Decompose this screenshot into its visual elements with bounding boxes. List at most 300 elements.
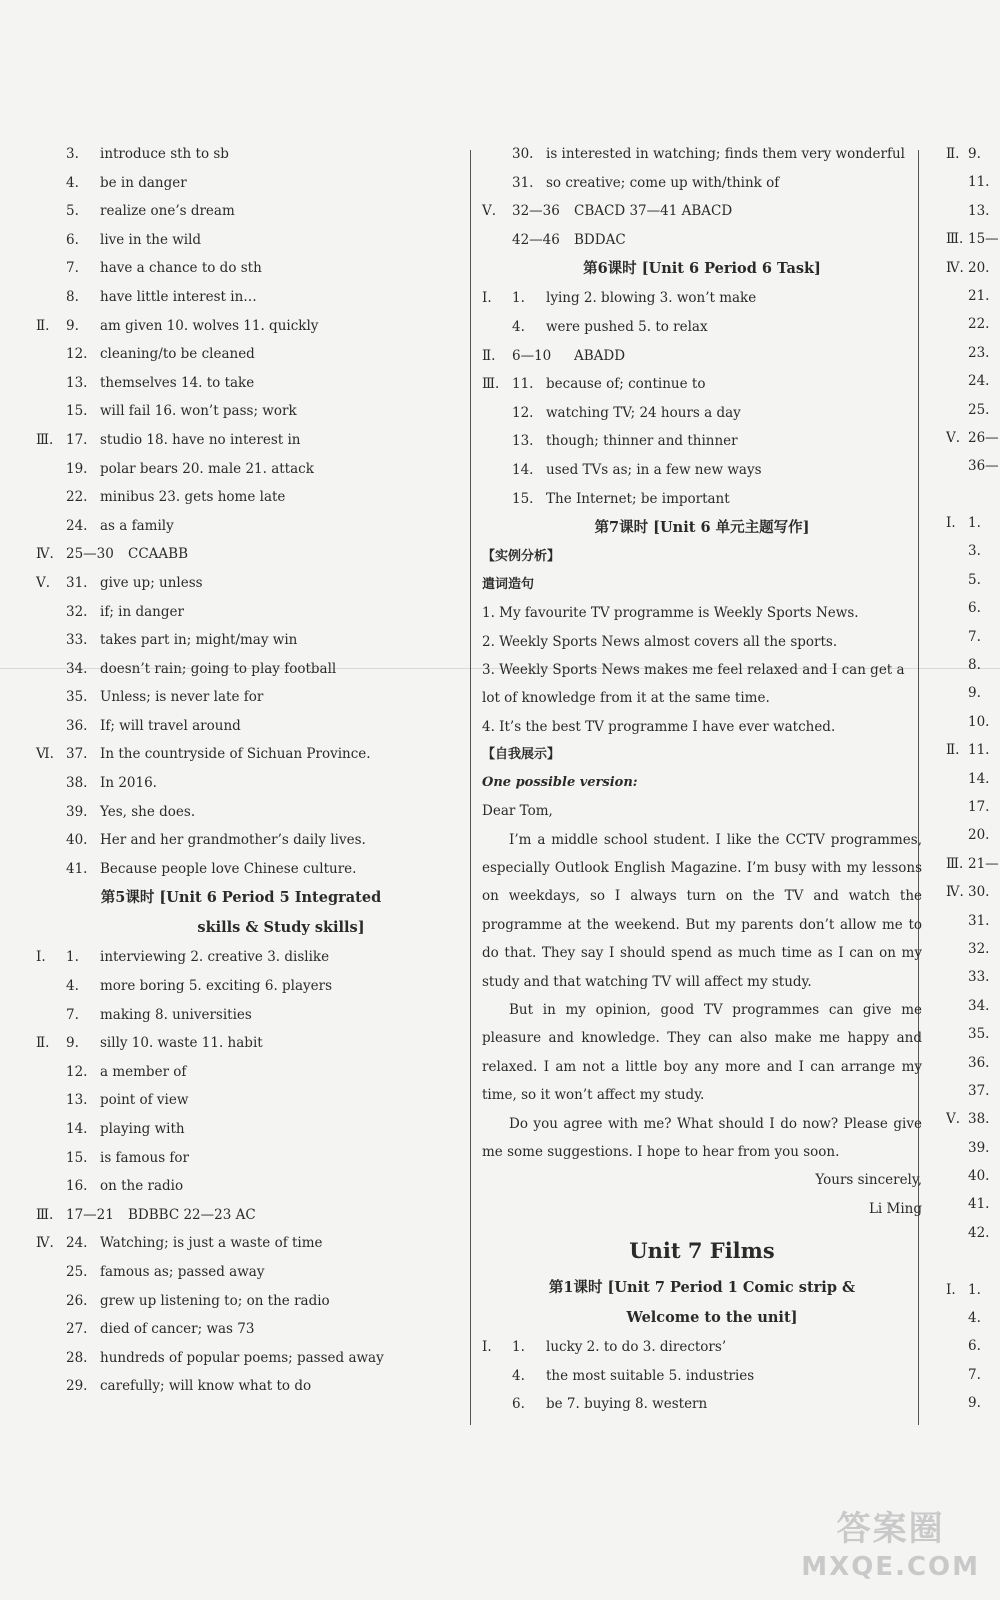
answer-text: studio 18. have no interest in (100, 431, 301, 448)
section-numeral: Ⅰ. (482, 290, 492, 307)
answer-text: am given 10. wolves 11. quickly (100, 317, 319, 334)
answer-text: playing with (100, 1121, 185, 1137)
question-number: 34. (66, 660, 88, 677)
answer-text: In the countryside of Sichuan Province. (100, 746, 371, 763)
question-number: 25—30 (66, 546, 114, 563)
question-number: 31. (968, 912, 990, 929)
section-numeral: Ⅳ. (946, 884, 964, 901)
question-number: 9. (968, 146, 981, 162)
answer-line (482, 427, 922, 456)
question-number: 35. (66, 689, 88, 706)
answer-line (946, 225, 1000, 253)
letter-paragraph: I’m a middle school student. I like the CCTV programmes, especially Outlook English Magazine. I’m busy with my lessons on weekdays, so I always turn on the TV and watch the programme at the weekend. But my parents don’t allow me to do that. They say I should spend as much time as I can on my study and that watching TV will affect my study. (482, 831, 922, 990)
answer-line (482, 342, 922, 371)
question-number: 36— (968, 458, 999, 475)
example-sentence: 3. Weekly Sports News makes me feel relaxed and I can get a (482, 661, 905, 678)
version-label: One possible version: (482, 775, 638, 791)
question-number: 21. (968, 287, 990, 304)
question-number: 4. (66, 174, 79, 191)
answer-line (482, 485, 922, 514)
letter-signature: Li Ming (868, 1200, 922, 1217)
question-number: 10. (968, 713, 990, 730)
watermark-text: 答案圈 (836, 1509, 945, 1549)
question-number: 1. (968, 515, 981, 532)
answer-line (36, 855, 446, 884)
section-numeral: Ⅱ. (946, 742, 960, 759)
question-number: 12. (66, 346, 88, 363)
answer-line (946, 1162, 1000, 1190)
question-number: 32. (968, 940, 990, 957)
section-numeral: Ⅵ. (36, 746, 54, 763)
self-display-heading: 【自我展示】 (482, 747, 561, 763)
answer-text: a member of (100, 1063, 187, 1080)
column-left (36, 140, 446, 1401)
answer-text: on the radio (100, 1178, 184, 1195)
answer-line (36, 1029, 446, 1058)
answer-text: CBACD 37—41 ABACD (574, 203, 733, 220)
question-number: 12. (512, 404, 534, 421)
question-number: 25. (968, 401, 990, 418)
answer-line (946, 1105, 1000, 1133)
answer-line (946, 1389, 1000, 1417)
question-number: 37. (66, 746, 88, 763)
answer-line (946, 679, 1000, 707)
answer-line (482, 370, 922, 399)
answer-text: the most suitable 5. industries (546, 1367, 755, 1384)
question-number: 8. (968, 657, 981, 674)
answer-line (482, 1333, 922, 1362)
answer-line (36, 769, 446, 798)
question-number: 40. (968, 1168, 990, 1185)
answer-line (482, 313, 922, 342)
answer-line (36, 540, 446, 569)
answer-line (946, 481, 1000, 509)
answer-line (946, 566, 1000, 594)
answer-text: have a chance to do sth (100, 260, 262, 277)
section-numeral: Ⅳ. (36, 1235, 54, 1252)
question-number: 24. (968, 373, 990, 390)
question-number: 32—36 (512, 203, 560, 220)
answer-line (36, 369, 446, 398)
question-number: 9. (968, 685, 981, 702)
answer-line (946, 537, 1000, 565)
section-numeral: Ⅰ. (482, 1339, 492, 1356)
section-title-period5-cont: skills & Study skills] (197, 919, 365, 937)
answer-text: if; in danger (100, 603, 184, 620)
answer-line (946, 992, 1000, 1020)
example-sentence: 2. Weekly Sports News almost covers all the sports. (482, 633, 838, 650)
answer-line (946, 140, 1000, 168)
answer-line (482, 169, 922, 198)
question-number: 6—10 (512, 347, 552, 364)
question-number: 5. (66, 203, 79, 220)
question-number: 1. (512, 1339, 525, 1356)
answer-text: point of view (100, 1092, 189, 1109)
answer-line (482, 140, 922, 169)
question-number: 25. (66, 1263, 88, 1280)
question-number: 24. (66, 517, 88, 534)
column-middle (482, 140, 922, 1419)
example-sentence: lot of knowledge from it at the same time. (482, 690, 770, 707)
answer-text: is interested in watching; finds them very wonderful (546, 146, 905, 162)
answer-text: The Internet; be important (546, 490, 730, 507)
question-number: 28. (66, 1349, 88, 1366)
answer-line (946, 424, 1000, 452)
answer-text: BDBBC 22—23 AC (128, 1206, 256, 1223)
section-numeral: Ⅲ. (36, 1206, 54, 1223)
question-number: 13. (968, 202, 990, 219)
answer-line (946, 452, 1000, 480)
answer-text: polar bears 20. male 21. attack (100, 460, 314, 477)
answer-line (36, 1372, 446, 1401)
question-number: 4. (968, 1310, 981, 1327)
answer-line (36, 826, 446, 855)
answer-line (36, 169, 446, 198)
section-numeral: Ⅱ. (482, 347, 496, 364)
answer-line (36, 340, 446, 369)
answer-line (946, 878, 1000, 906)
answer-line (36, 1287, 446, 1316)
answer-text: BDDAC (574, 231, 626, 248)
question-number: 14. (66, 1121, 88, 1137)
answer-line (36, 655, 446, 684)
answer-line (36, 1344, 446, 1373)
question-number: 1. (66, 949, 79, 966)
answer-text: hundreds of popular poems; passed away (100, 1349, 384, 1366)
answer-text: will fail 16. won’t pass; work (100, 403, 297, 420)
answer-line (36, 1058, 446, 1087)
answer-text: CCAABB (128, 546, 188, 563)
question-number: 31. (512, 174, 534, 191)
answer-text: is famous for (100, 1149, 190, 1166)
question-number: 17—21 (66, 1206, 114, 1223)
answer-line (946, 367, 1000, 395)
answer-line (36, 943, 446, 972)
answer-text: Her and her grandmother’s daily lives. (100, 832, 366, 849)
answer-line (946, 1020, 1000, 1048)
answer-line (946, 254, 1000, 282)
question-number: 1. (968, 1281, 981, 1298)
question-number: 6. (968, 1338, 981, 1355)
answer-text: minibus 23. gets home late (100, 489, 286, 506)
letter-closing: Yours sincerely, (815, 1172, 922, 1189)
question-number: 9. (968, 1395, 981, 1412)
answer-text: died of cancer; was 73 (100, 1321, 255, 1338)
answer-line (36, 312, 446, 341)
answer-text: be in danger (100, 174, 187, 191)
question-number: 4. (512, 1367, 525, 1384)
section-numeral: Ⅴ. (946, 1111, 961, 1128)
question-number: 22. (968, 316, 990, 333)
answer-line (946, 765, 1000, 793)
question-number: 35. (968, 1026, 990, 1043)
answer-line (946, 793, 1000, 821)
question-number: 16. (66, 1178, 88, 1195)
answer-text: give up; unless (100, 574, 203, 591)
section-numeral: Ⅲ. (946, 855, 964, 872)
answer-line (482, 1390, 922, 1419)
answer-line (36, 283, 446, 312)
question-number: 14. (968, 770, 990, 787)
answer-text: famous as; passed away (100, 1263, 265, 1280)
question-number: 30. (512, 146, 534, 162)
answer-line (36, 683, 446, 712)
answer-text: more boring 5. exciting 6. players (100, 978, 333, 995)
question-number: 24. (66, 1235, 88, 1252)
answer-line (36, 512, 446, 541)
answer-text: so creative; come up with/think of (546, 174, 780, 191)
question-number: 30. (968, 884, 990, 901)
section-numeral: Ⅱ. (36, 1035, 50, 1052)
question-number: 4. (66, 978, 79, 995)
answer-line (946, 850, 1000, 878)
question-number: 20. (968, 827, 990, 844)
answer-line (946, 509, 1000, 537)
question-number: 19. (66, 460, 88, 477)
answer-text: lying 2. blowing 3. won’t make (546, 290, 757, 307)
question-number: 39. (66, 803, 88, 820)
watermark-url: MXQE.COM (801, 1552, 980, 1582)
answer-text: Watching; is just a waste of time (100, 1235, 323, 1252)
question-number: 7. (66, 1006, 79, 1023)
answer-line (36, 712, 446, 741)
answer-line (482, 284, 922, 313)
answer-line (36, 972, 446, 1001)
question-number: 36. (968, 1054, 990, 1071)
answer-line (36, 1258, 446, 1287)
answer-line (946, 168, 1000, 196)
question-number: 32. (66, 603, 88, 620)
section-numeral: Ⅱ. (946, 146, 960, 162)
question-number: 13. (66, 374, 88, 391)
answer-line (36, 426, 446, 455)
answer-line (36, 254, 446, 283)
answer-text: have little interest in… (100, 288, 257, 305)
question-number: 22. (66, 489, 88, 506)
answer-line (946, 339, 1000, 367)
question-number: 13. (512, 433, 534, 450)
section-numeral: Ⅰ. (36, 949, 46, 966)
question-number: 7. (66, 260, 79, 277)
question-number: 6. (512, 1396, 525, 1413)
section-numeral: Ⅴ. (946, 429, 961, 446)
question-number: 1. (512, 290, 525, 307)
question-number: 41. (66, 860, 88, 877)
question-number: 12. (66, 1063, 88, 1080)
answer-line (36, 1144, 446, 1173)
question-number: 42. (968, 1224, 990, 1241)
question-number: 39. (968, 1139, 990, 1156)
answer-line (36, 1086, 446, 1115)
answer-text: watching TV; 24 hours a day (546, 404, 741, 421)
question-number: 15. (66, 1149, 88, 1166)
question-number: 40. (66, 832, 88, 849)
question-number: 17. (66, 431, 88, 448)
answer-line (946, 935, 1000, 963)
answer-text: lucky 2. to do 3. directors’ (546, 1339, 727, 1356)
answer-text: carefully; will know what to do (100, 1378, 312, 1395)
letter-paragraph: Do you agree with me? What should I do now? Please give me some suggestions. I hope to hear from you soon. (482, 1115, 922, 1161)
answer-list-unit6-period6 (482, 284, 922, 513)
question-number: 38. (66, 775, 88, 792)
question-number: 33. (66, 632, 88, 649)
answer-line (482, 456, 922, 485)
question-number: 26. (66, 1292, 88, 1309)
answer-text: used TVs as; in a few new ways (546, 461, 762, 478)
question-number: 15— (968, 231, 999, 248)
answer-line (946, 1304, 1000, 1332)
sentence-list (482, 599, 922, 741)
answer-text: silly 10. waste 11. habit (100, 1035, 263, 1052)
answer-line (946, 1276, 1000, 1304)
answer-line (482, 197, 922, 226)
answer-line (36, 1115, 446, 1144)
section-numeral: Ⅳ. (946, 259, 964, 276)
answer-text: takes part in; might/may win (100, 632, 298, 649)
answer-list-cropped (946, 140, 1000, 1418)
question-number: 29. (66, 1378, 88, 1395)
question-number: 42—46 (512, 231, 560, 248)
answer-line (946, 708, 1000, 736)
answer-text: Because people love Chinese culture. (100, 860, 357, 877)
answer-line (36, 483, 446, 512)
question-number: 34. (968, 997, 990, 1014)
question-number: 37. (968, 1082, 990, 1099)
question-number: 23. (968, 344, 990, 361)
question-number: 5. (968, 571, 981, 588)
section-title-period6: 第6课时 [Unit 6 Period 6 Task] (583, 260, 821, 278)
answer-line (946, 197, 1000, 225)
answer-line (36, 569, 446, 598)
question-number: 3. (968, 543, 981, 560)
question-number: 6. (66, 231, 79, 248)
answer-line (946, 1332, 1000, 1360)
answer-text: making 8. universities (100, 1006, 252, 1023)
answer-line (36, 455, 446, 484)
answer-text: cleaning/to be cleaned (100, 346, 255, 363)
question-number: 11. (512, 376, 534, 393)
section-title-unit7-period1-cont: Welcome to the unit] (626, 1309, 798, 1327)
question-number: 7. (968, 1366, 981, 1383)
question-number: 31. (66, 574, 88, 591)
answer-text: were pushed 5. to relax (546, 318, 708, 335)
answer-text: because of; continue to (546, 376, 706, 393)
answer-line (946, 1247, 1000, 1275)
answer-text: In 2016. (100, 775, 157, 792)
answer-line (946, 1219, 1000, 1247)
section-title-period7: 第7课时 [Unit 6 单元主题写作] (594, 519, 810, 537)
answer-line (946, 651, 1000, 679)
question-number: 20. (968, 259, 990, 276)
answer-text: though; thinner and thinner (546, 433, 738, 450)
answer-line (36, 1201, 446, 1230)
answer-text: interviewing 2. creative 3. dislike (100, 949, 330, 966)
answer-line (946, 1190, 1000, 1218)
answer-text: be 7. buying 8. western (546, 1396, 708, 1413)
question-number: 4. (512, 318, 525, 335)
answer-text: grew up listening to; on the radio (100, 1292, 330, 1309)
answer-text: Yes, she does. (100, 803, 196, 820)
section-numeral: Ⅴ. (482, 203, 497, 220)
answer-line (946, 282, 1000, 310)
sentence-building-heading: 遣词造句 (482, 577, 535, 593)
letter-body (482, 826, 922, 1167)
question-number: 15. (66, 403, 88, 420)
question-number: 3. (66, 146, 79, 162)
section-numeral: Ⅲ. (482, 376, 500, 393)
answer-text: realize one’s dream (100, 203, 235, 220)
answer-line (36, 197, 446, 226)
question-number: 26— (968, 429, 999, 446)
letter-paragraph: But in my opinion, good TV programmes can give me pleasure and knowledge. They can also make me happy and relaxed. I am not a little boy any more and I can arrange my time, so it won’t affect my study. (482, 1002, 922, 1104)
answer-line (36, 598, 446, 627)
answer-line (946, 1049, 1000, 1077)
answer-line (482, 399, 922, 428)
answer-line (946, 1134, 1000, 1162)
question-number: 9. (66, 317, 79, 334)
question-number: 38. (968, 1111, 990, 1128)
question-number: 17. (968, 798, 990, 815)
answer-text: If; will travel around (100, 717, 241, 734)
answer-text: as a family (100, 517, 174, 534)
answer-line (946, 594, 1000, 622)
answer-list-period5-cont (482, 140, 922, 254)
question-number: 7. (968, 628, 981, 645)
answer-line (946, 310, 1000, 338)
question-number: 27. (66, 1321, 88, 1338)
answer-line (946, 623, 1000, 651)
question-number: 8. (66, 288, 79, 305)
answer-text: ABADD (574, 347, 626, 364)
section-title-unit7-period1: 第1课时 [Unit 7 Period 1 Comic strip & (548, 1279, 856, 1297)
section-numeral: Ⅲ. (946, 231, 964, 248)
question-number: 21— (968, 855, 999, 872)
watermark-logo (801, 1510, 980, 1586)
example-sentence: 4. It’s the best TV programme I have ever watched. (482, 718, 836, 735)
answer-text: doesn’t rain; going to play football (100, 660, 337, 677)
section-numeral: Ⅰ. (946, 1281, 956, 1298)
answer-line (482, 1362, 922, 1391)
question-number: 11. (968, 742, 990, 759)
answer-line (946, 907, 1000, 935)
answer-line (36, 740, 446, 769)
answer-line (36, 1001, 446, 1030)
section-numeral: Ⅰ. (946, 515, 956, 532)
question-number: 41. (968, 1196, 990, 1213)
answer-line (36, 1229, 446, 1258)
question-number: 36. (66, 717, 88, 734)
question-number: 14. (512, 461, 534, 478)
question-number: 13. (66, 1092, 88, 1109)
section-numeral: Ⅴ. (36, 574, 51, 591)
answer-text: Unless; is never late for (100, 689, 264, 706)
question-number: 9. (66, 1035, 79, 1052)
column-right-cropped (946, 140, 1000, 1418)
answer-list-unit6-period5 (36, 943, 446, 1401)
answer-line (36, 1172, 446, 1201)
unit-title: Unit 7 Films (629, 1238, 775, 1264)
answer-line (36, 226, 446, 255)
question-number: 33. (968, 969, 990, 986)
answer-list-unit7-period1 (482, 1333, 922, 1419)
section-title-period5: 第5课时 [Unit 6 Period 5 Integrated (100, 889, 382, 907)
answer-text: themselves 14. to take (100, 374, 255, 391)
answer-text: introduce sth to sb (100, 146, 229, 162)
answer-text: live in the wild (100, 231, 202, 248)
question-number: 15. (512, 490, 534, 507)
answer-line (946, 396, 1000, 424)
letter-greeting (482, 797, 922, 825)
